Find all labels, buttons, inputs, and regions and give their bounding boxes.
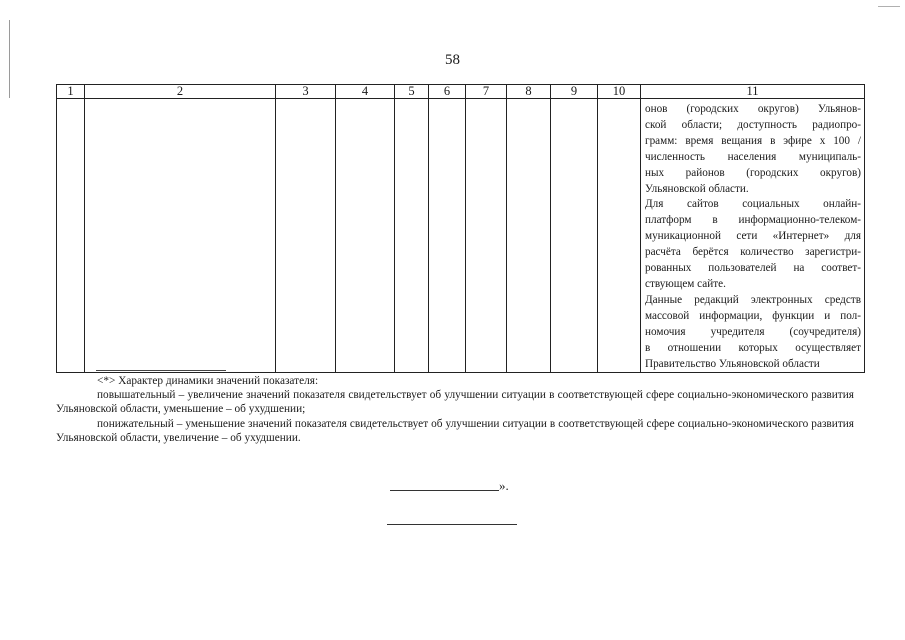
empty-cell: [276, 99, 336, 373]
empty-cell: [395, 99, 429, 373]
empty-cell: [336, 99, 395, 373]
footnote: [56, 374, 854, 445]
footnote-decreasing: понижательный – уменьшение значений показателя свидетельствует об улучшении ситуации в соответствующей сфере социально-экономического развития Ульяновской области, увеличение – об ухудшении.: [56, 417, 854, 444]
closing-quote-mark: ».: [499, 478, 509, 493]
empty-cell: [507, 99, 551, 373]
description-line: платформ в информационно-телеком-: [645, 214, 861, 227]
header-cell: 5: [395, 85, 429, 99]
closing-line: [390, 490, 499, 491]
description-line: расчёта берётся количество зарегистри-: [645, 246, 861, 259]
empty-cell: [85, 99, 276, 373]
description-line: массовой информации, функции и пол-: [645, 309, 861, 322]
description-line: ных районов (городских округов): [645, 166, 861, 179]
footnote-heading: <*> Характер динамики значений показателя:: [97, 375, 319, 387]
header-cell: 11: [641, 85, 865, 99]
header-cell: 1: [57, 85, 85, 99]
end-rule: [387, 524, 517, 525]
page-number: 58: [445, 52, 460, 68]
table-row: [57, 99, 865, 373]
header-cell: 4: [336, 85, 395, 99]
description-line: численность населения муниципаль-: [645, 150, 861, 163]
description-line: Для сайтов социальных онлайн-: [645, 198, 861, 211]
header-cell: 9: [551, 85, 598, 99]
footnote-increasing: повышательный – увеличение значений показателя свидетельствует об улучшении ситуации в соответствующей сфере социально-экономического развития Ульяновской области, уменьшение – об ухудшении;: [56, 389, 854, 416]
description-line: Правительство Ульяновской области: [645, 357, 820, 370]
empty-cell: [429, 99, 466, 373]
indicator-table: [56, 84, 865, 373]
header-cell: 6: [429, 85, 466, 99]
description-line: номочия учредителя (соучредителя): [645, 325, 861, 338]
header-cell: 7: [466, 85, 507, 99]
header-cell: 2: [85, 85, 276, 99]
empty-cell: [57, 99, 85, 373]
description-line: Данные редакций электронных средств: [645, 293, 861, 306]
description-line: в отношении которых осуществляет: [645, 341, 861, 354]
footnote-separator: [96, 370, 226, 371]
table-header-row: [57, 85, 865, 99]
description-line: онов (городских округов) Ульянов-: [645, 103, 861, 115]
description-line: Ульяновской области.: [645, 182, 749, 195]
description-line: ствующем сайте.: [645, 277, 726, 290]
description-line: рованных пользователей на соответ-: [645, 262, 861, 275]
description-line: муникационной сети «Интернет» для: [645, 230, 861, 243]
empty-cell: [466, 99, 507, 373]
description-line: ской области; доступность радиопро-: [645, 118, 861, 131]
description-cell: [641, 99, 865, 373]
empty-cell: [598, 99, 641, 373]
empty-cell: [551, 99, 598, 373]
header-cell: 3: [276, 85, 336, 99]
header-cell: 10: [598, 85, 641, 99]
description-line: грамм: время вещания в эфире x 100 /: [645, 134, 861, 147]
header-cell: 8: [507, 85, 551, 99]
scan-edge-top: [878, 6, 900, 7]
